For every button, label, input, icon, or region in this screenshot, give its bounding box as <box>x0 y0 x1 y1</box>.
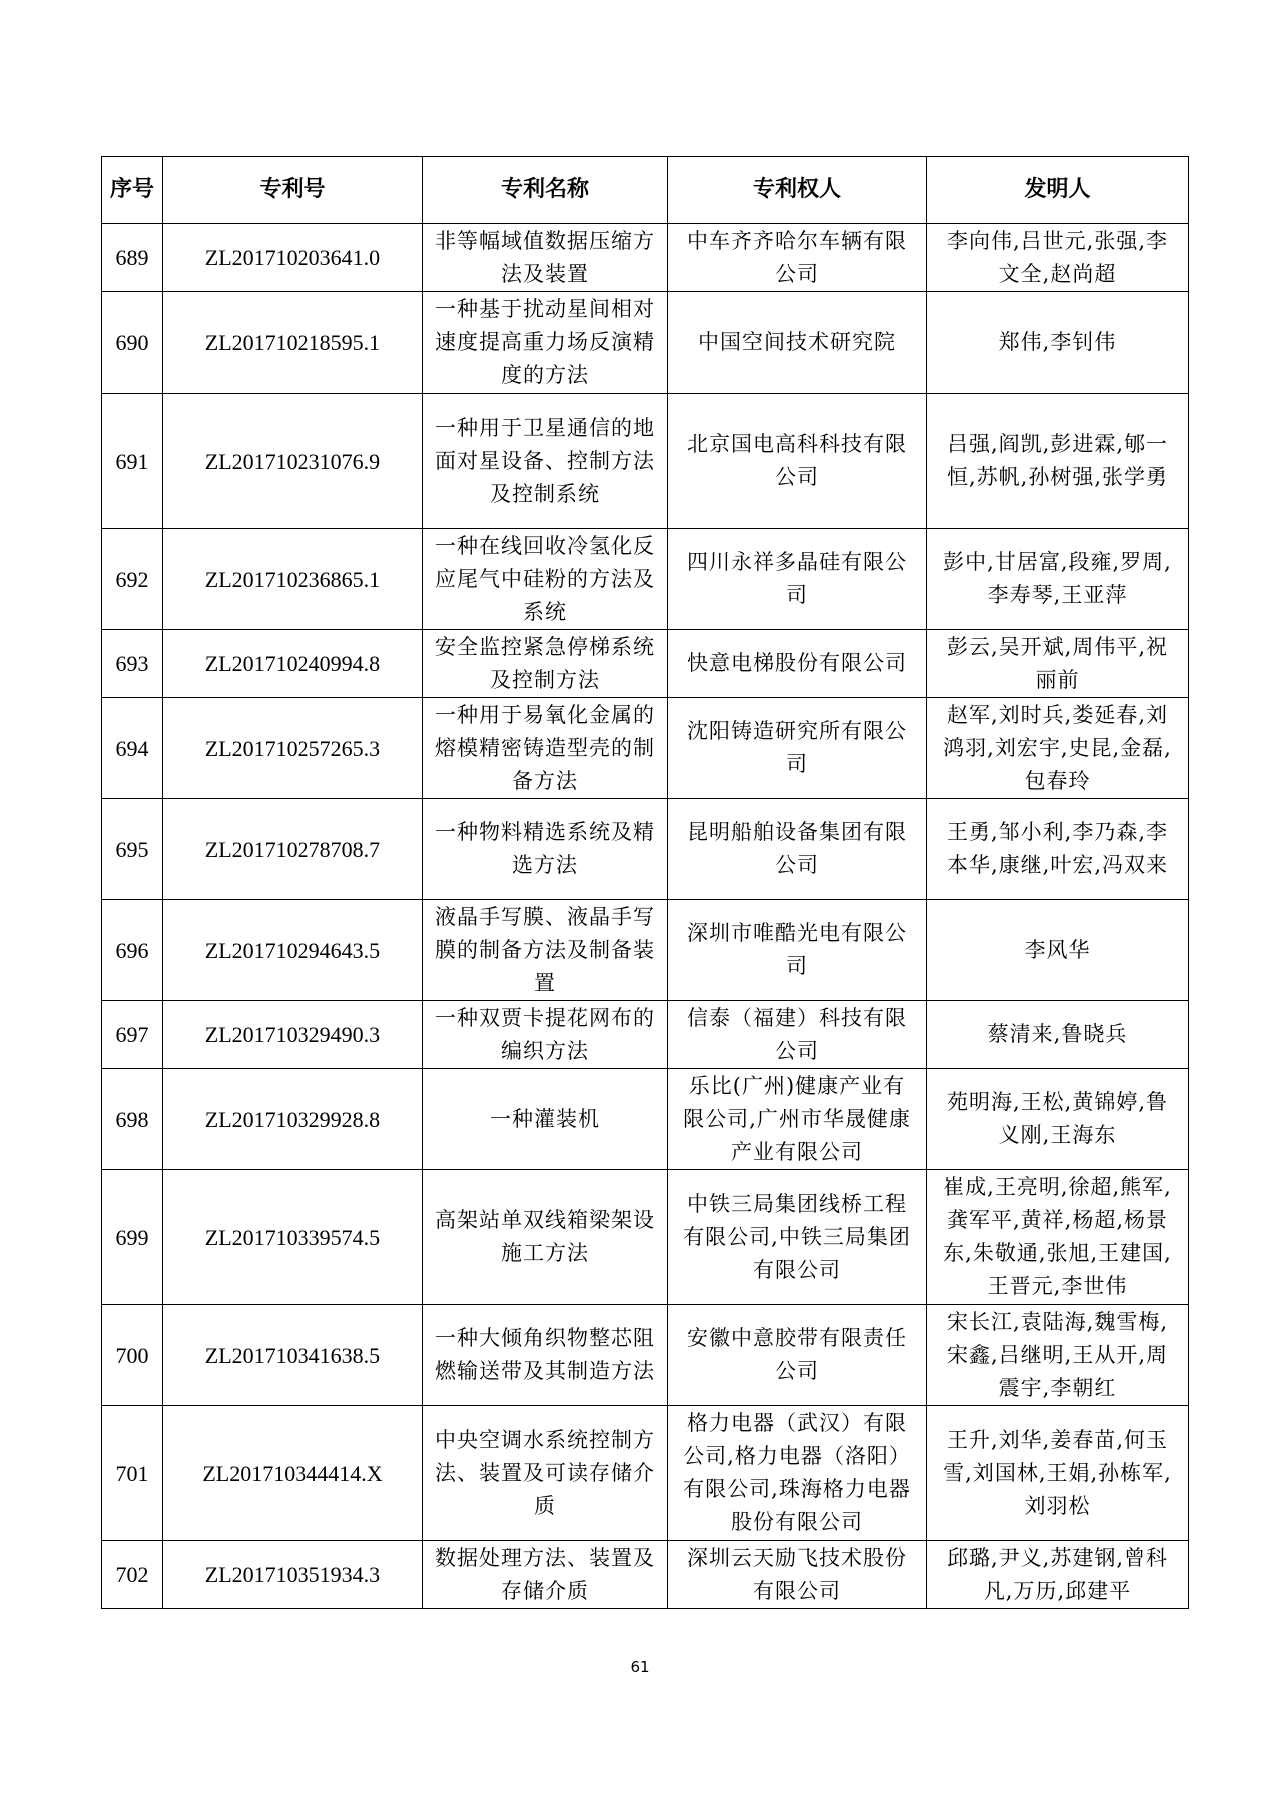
row-patent-no: ZL201710231076.9 <box>163 394 423 529</box>
row-patent-name: 数据处理方法、装置及存储介质 <box>423 1541 668 1609</box>
page-number: 61 <box>630 1658 650 1676</box>
row-seq: 694 <box>102 698 163 799</box>
row-patent-name: 一种在线回收冷氢化反应尾气中硅粉的方法及系统 <box>423 529 668 630</box>
row-patent-no: ZL201710341638.5 <box>163 1305 423 1406</box>
row-patent-no: ZL201710351934.3 <box>163 1541 423 1609</box>
row-patentee: 中铁三局集团线桥工程有限公司,中铁三局集团有限公司 <box>668 1170 927 1305</box>
row-patent-no: ZL201710218595.1 <box>163 292 423 394</box>
row-seq: 697 <box>102 1001 163 1069</box>
row-inventors: 郑伟,李钊伟 <box>927 292 1189 394</box>
row-inventors: 彭中,甘居富,段雍,罗周,李寿琴,王亚萍 <box>927 529 1189 630</box>
row-patentee: 安徽中意胶带有限责任公司 <box>668 1305 927 1406</box>
row-patent-name: 中央空调水系统控制方法、装置及可读存储介质 <box>423 1406 668 1541</box>
row-patent-name: 安全监控紧急停梯系统及控制方法 <box>423 630 668 698</box>
row-patent-no: ZL201710344414.X <box>163 1406 423 1541</box>
row-inventors: 王勇,邹小利,李乃森,李本华,康继,叶宏,冯双来 <box>927 799 1189 900</box>
row-seq: 692 <box>102 529 163 630</box>
row-seq: 701 <box>102 1406 163 1541</box>
table-row <box>102 1001 1189 1069</box>
row-inventors: 李风华 <box>927 900 1189 1001</box>
row-patentee: 沈阳铸造研究所有限公司 <box>668 698 927 799</box>
row-patent-no: ZL201710329490.3 <box>163 1001 423 1069</box>
row-patentee: 昆明船舶设备集团有限公司 <box>668 799 927 900</box>
row-inventors: 吕强,阎凯,彭进霖,郇一恒,苏帆,孙树强,张学勇 <box>927 394 1189 529</box>
patent-table <box>101 156 1189 1609</box>
row-patent-no: ZL201710294643.5 <box>163 900 423 1001</box>
row-seq: 690 <box>102 292 163 394</box>
row-seq: 693 <box>102 630 163 698</box>
row-patentee: 格力电器（武汉）有限公司,格力电器（洛阳）有限公司,珠海格力电器股份有限公司 <box>668 1406 927 1541</box>
row-patentee: 快意电梯股份有限公司 <box>668 630 927 698</box>
row-patent-name: 一种大倾角织物整芯阻燃输送带及其制造方法 <box>423 1305 668 1406</box>
row-seq: 691 <box>102 394 163 529</box>
row-inventors: 崔成,王亮明,徐超,熊军,龚军平,黄祥,杨超,杨景东,朱敬通,张旭,王建国,王晋元,李世伟 <box>927 1170 1189 1305</box>
row-inventors: 王升,刘华,姜春苗,何玉雪,刘国林,王娟,孙栋军,刘羽松 <box>927 1406 1189 1541</box>
row-patent-no: ZL201710339574.5 <box>163 1170 423 1305</box>
row-patent-no: ZL201710257265.3 <box>163 698 423 799</box>
row-patent-no: ZL201710240994.8 <box>163 630 423 698</box>
row-patent-no: ZL201710278708.7 <box>163 799 423 900</box>
table-row <box>102 529 1189 630</box>
row-patentee: 中国空间技术研究院 <box>668 292 927 394</box>
table-row <box>102 1069 1189 1170</box>
table-row <box>102 1170 1189 1305</box>
row-patent-name: 一种灌装机 <box>423 1069 668 1170</box>
row-patent-no: ZL201710329928.8 <box>163 1069 423 1170</box>
header-patent-no: 专利号 <box>163 157 423 224</box>
row-inventors: 彭云,吴开斌,周伟平,祝丽前 <box>927 630 1189 698</box>
row-patent-no: ZL201710203641.0 <box>163 224 423 292</box>
row-seq: 699 <box>102 1170 163 1305</box>
header-patent-name: 专利名称 <box>423 157 668 224</box>
row-patent-name: 一种基于扰动星间相对速度提高重力场反演精度的方法 <box>423 292 668 394</box>
row-patent-name: 高架站单双线箱梁架设施工方法 <box>423 1170 668 1305</box>
table-header-row <box>102 157 1189 224</box>
table-row <box>102 292 1189 394</box>
row-patent-name: 液晶手写膜、液晶手写膜的制备方法及制备装置 <box>423 900 668 1001</box>
row-patent-name: 一种物料精选系统及精选方法 <box>423 799 668 900</box>
header-inventors: 发明人 <box>927 157 1189 224</box>
table-row <box>102 224 1189 292</box>
row-seq: 695 <box>102 799 163 900</box>
row-patent-name: 非等幅域值数据压缩方法及装置 <box>423 224 668 292</box>
row-patentee: 中车齐齐哈尔车辆有限公司 <box>668 224 927 292</box>
row-patent-name: 一种用于易氧化金属的熔模精密铸造型壳的制备方法 <box>423 698 668 799</box>
row-seq: 696 <box>102 900 163 1001</box>
table-row <box>102 394 1189 529</box>
table-row <box>102 799 1189 900</box>
row-patentee: 北京国电高科科技有限公司 <box>668 394 927 529</box>
row-inventors: 赵军,刘时兵,娄延春,刘鸿羽,刘宏宇,史昆,金磊,包春玲 <box>927 698 1189 799</box>
table-row <box>102 630 1189 698</box>
table-row <box>102 1541 1189 1609</box>
row-patentee: 深圳云天励飞技术股份有限公司 <box>668 1541 927 1609</box>
row-seq: 702 <box>102 1541 163 1609</box>
header-seq: 序号 <box>102 157 163 224</box>
table-row <box>102 1406 1189 1541</box>
header-patentee: 专利权人 <box>668 157 927 224</box>
row-patentee: 乐比(广州)健康产业有限公司,广州市华晟健康产业有限公司 <box>668 1069 927 1170</box>
row-seq: 700 <box>102 1305 163 1406</box>
row-patent-no: ZL201710236865.1 <box>163 529 423 630</box>
row-inventors: 蔡清来,鲁晓兵 <box>927 1001 1189 1069</box>
row-inventors: 李向伟,吕世元,张强,李文全,赵尚超 <box>927 224 1189 292</box>
row-inventors: 苑明海,王松,黄锦婷,鲁义刚,王海东 <box>927 1069 1189 1170</box>
row-patentee: 信泰（福建）科技有限公司 <box>668 1001 927 1069</box>
table-row <box>102 698 1189 799</box>
row-patent-name: 一种用于卫星通信的地面对星设备、控制方法 及控制系统 <box>423 394 668 529</box>
row-inventors: 邱璐,尹义,苏建钢,曾科凡,万历,邱建平 <box>927 1541 1189 1609</box>
row-seq: 689 <box>102 224 163 292</box>
row-inventors: 宋长江,袁陆海,魏雪梅,宋鑫,吕继明,王从开,周震宇,李朝红 <box>927 1305 1189 1406</box>
table-row <box>102 900 1189 1001</box>
row-seq: 698 <box>102 1069 163 1170</box>
table-row <box>102 1305 1189 1406</box>
row-patentee: 深圳市唯酷光电有限公司 <box>668 900 927 1001</box>
row-patentee: 四川永祥多晶硅有限公司 <box>668 529 927 630</box>
row-patent-name: 一种双贾卡提花网布的编织方法 <box>423 1001 668 1069</box>
